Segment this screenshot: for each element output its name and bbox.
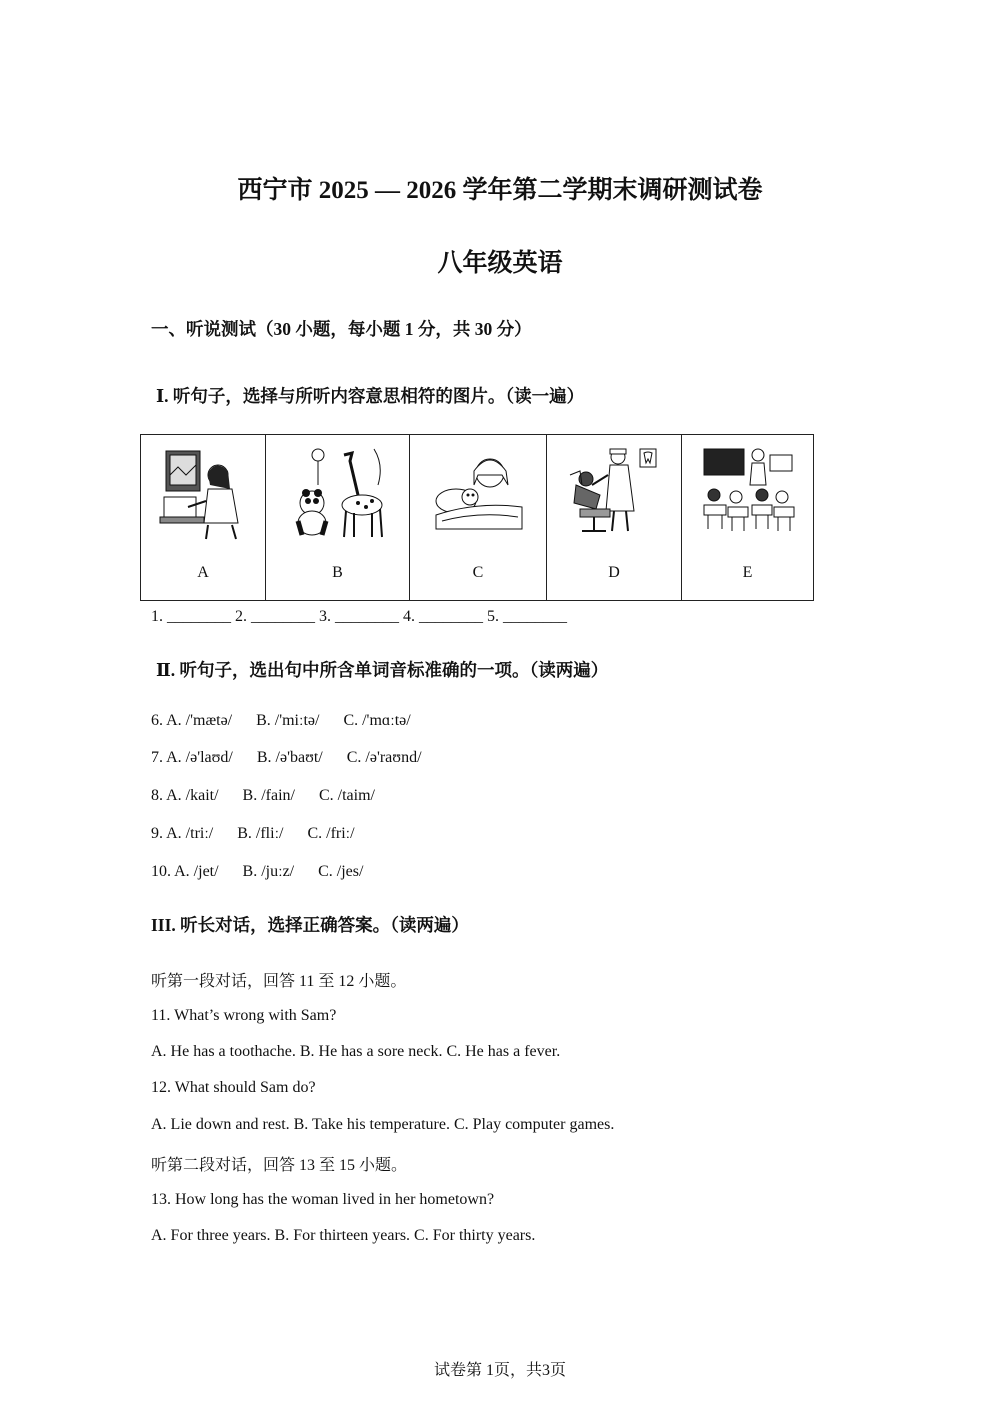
picture-cell-e (682, 435, 814, 601)
dentist-icon (566, 445, 662, 541)
dialogue2-instruction: 听第二段对话，回答 13 至 15 小题。 (151, 1157, 408, 1174)
answer-blanks-line: 1. ________ 2. ________ 3. ________ 4. ________ 5. ________ (151, 608, 567, 625)
part1-heading: 一、听说测试（30 小题，每小题 1 分，共 30 分） (151, 319, 532, 339)
picture-label-d: D (608, 564, 620, 581)
section2-heading: Ⅱ. 听句子，选出句中所含单词音标准确的一项。（读两遍） (156, 660, 609, 680)
question-7: 7. A. /ə'laʊd/ B. /ə'baʊt/ C. /ə'raʊnd/ (151, 749, 422, 766)
picture-label-c: C (472, 564, 484, 581)
question-12-options: A. Lie down and rest. B. Take his temperature. C. Play computer games. (151, 1116, 615, 1133)
question-13: 13. How long has the woman lived in her hometown? (151, 1191, 495, 1208)
question-8: 8. A. /kait/ B. /fain/ C. /taim/ (151, 787, 375, 804)
page-subtitle: 八年级英语 (437, 250, 563, 277)
section1-heading: Ⅰ. 听句子，选择与所听内容意思相符的图片。（读一遍） (156, 386, 585, 406)
page-title: 西宁市 2025 — 2026 学年第二学期末调研测试卷 (237, 177, 763, 204)
picture-table (140, 434, 814, 601)
page-footer: 试卷第 1页，共3页 (433, 1362, 566, 1379)
picture-label-a: A (197, 564, 209, 581)
picture-cell-b (266, 435, 410, 601)
question-10: 10. A. /jet/ B. /juːz/ C. /jes/ (151, 863, 364, 880)
panda-giraffe-zoo-icon (288, 445, 388, 541)
picture-cell-c (410, 435, 547, 601)
question-13-options: A. For three years. B. For thirteen years. C. For thirty years. (151, 1227, 536, 1244)
picture-cell-a (141, 435, 266, 601)
sick-girl-in-bed-icon (430, 445, 526, 541)
question-12: 12. What should Sam do? (151, 1079, 316, 1096)
picture-label-b: B (332, 564, 343, 581)
question-6: 6. A. /'mætə/ B. /'miːtə/ C. /'mɑːtə/ (151, 712, 411, 729)
picture-label-e: E (742, 564, 753, 581)
question-11-options: A. He has a toothache. B. He has a sore neck. C. He has a fever. (151, 1043, 561, 1060)
picture-cell-d (547, 435, 682, 601)
section3-heading: III. 听长对话，选择正确答案。（读两遍） (151, 915, 469, 935)
classroom-icon (700, 445, 796, 541)
girl-at-computer-icon (158, 445, 248, 541)
question-11: 11. What’s wrong with Sam? (151, 1007, 337, 1024)
dialogue1-instruction: 听第一段对话，回答 11 至 12 小题。 (151, 973, 407, 990)
question-9: 9. A. /triː/ B. /fliː/ C. /friː/ (151, 825, 355, 842)
